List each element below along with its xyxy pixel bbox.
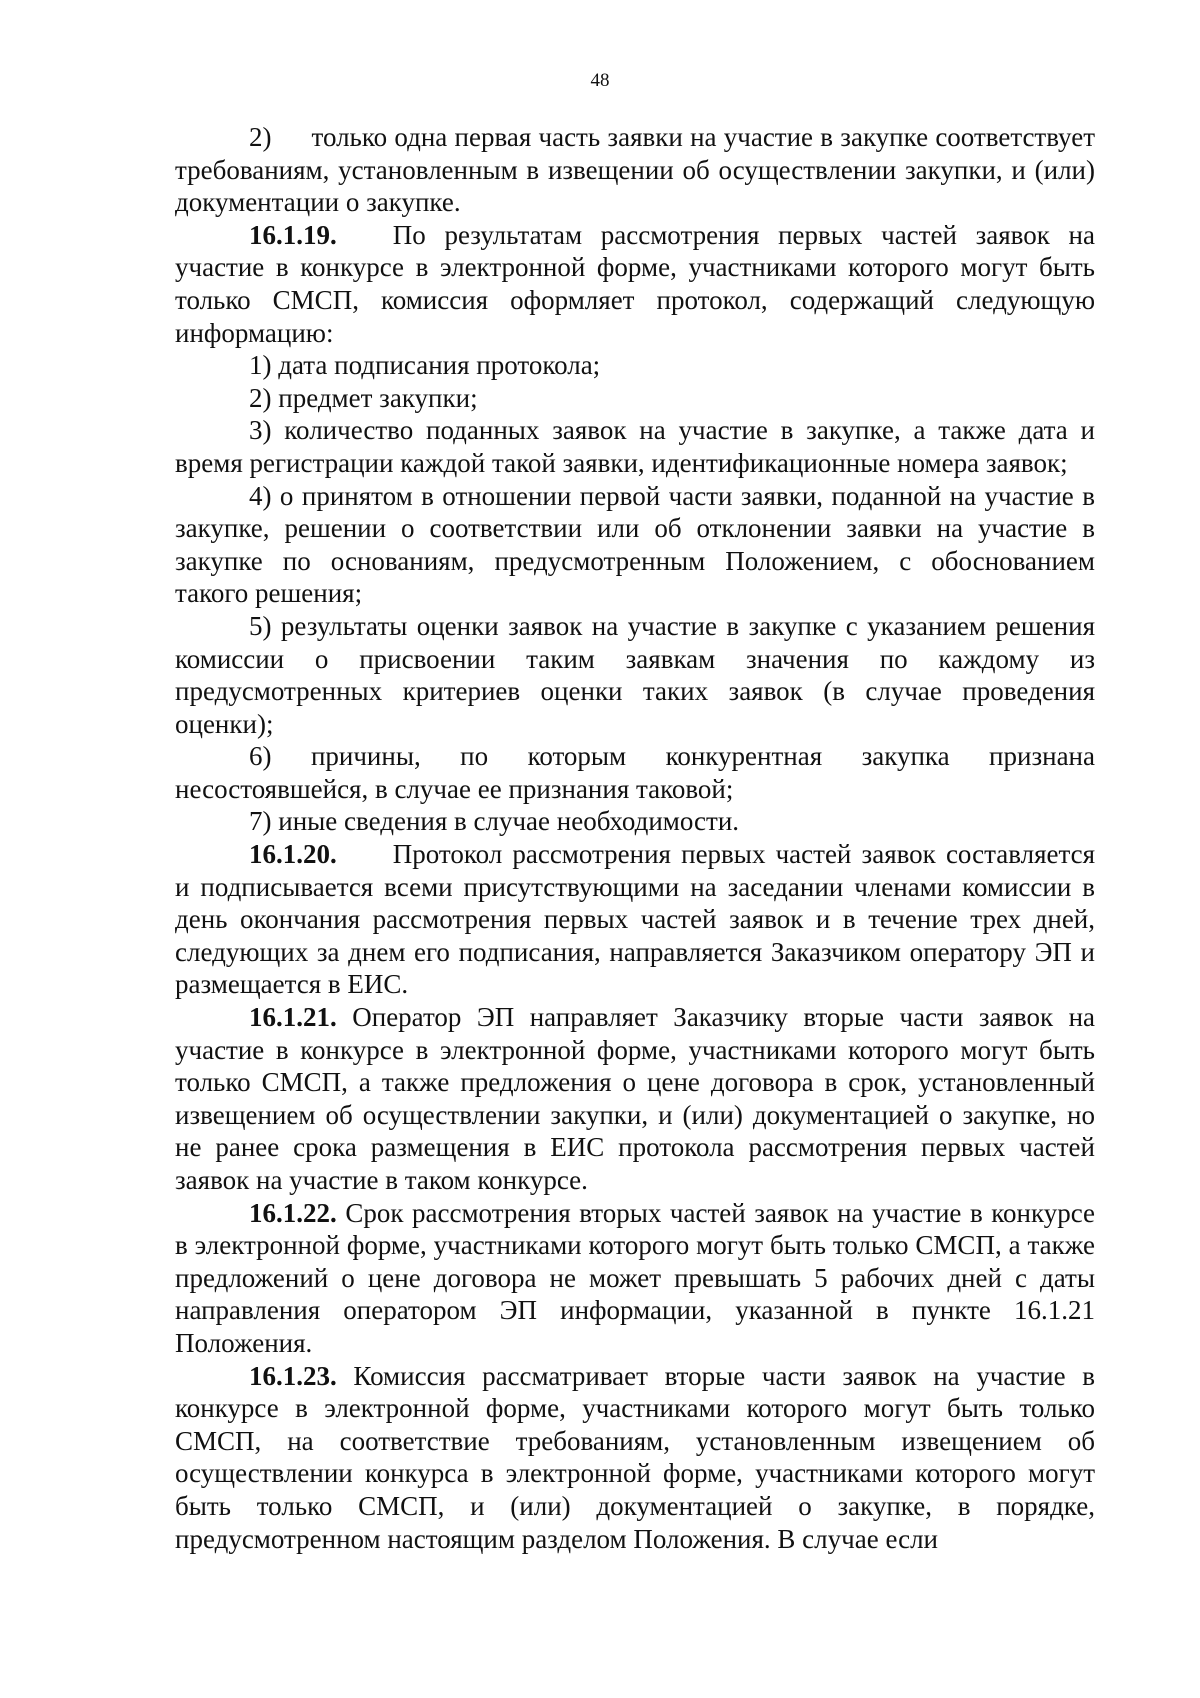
- clause-number: 16.1.19.: [249, 219, 337, 250]
- clause-16-1-19: [175, 219, 1095, 349]
- list-item-7: 7) иные сведения в случае необходимости.: [249, 806, 740, 837]
- list-item-1: 1) дата подписания протокола;: [249, 350, 601, 381]
- list-item-5: 5) результаты оценки заявок на участие в закупке с указанием решения комиссии о присвоении таким заявкам значения по каждому из предусмотренных критериев оценки таких заявок (в случае проведения оценки);: [175, 610, 1095, 739]
- list-item-6: 6) причины, по которым конкурентная закупка признана несостоявшейся, в случае ее признания таковой;: [175, 741, 1095, 804]
- clause-16-1-21: [175, 1001, 1095, 1197]
- list-item-4: 4) о принятом в отношении первой части заявки, поданной на участие в закупке, решении о соответствии или об отклонении заявки на участие в закупке по основаниям, предусмотренным Положением, с обоснованием такого решения;: [175, 480, 1095, 609]
- clause-number: 16.1.20.: [249, 839, 337, 870]
- document-body: [175, 121, 1095, 1555]
- paragraph-text: Срок рассмотрения вторых частей заявок на участие в конкурсе в электронной форме, участниками которого могут быть только СМСП, а также предложений о цене договора не может превышать 5 рабочих дней с даты направления оператором ЭП информации, указанной в пункте 16.1.21 Положения.: [175, 1197, 1096, 1358]
- paragraph-item-2: [175, 121, 1095, 219]
- paragraph-text: Комиссия рассматривает вторые части заявок на участие в конкурсе в электронной форме, участниками которого могут быть только СМСП, на соответствие требованиям, установленным извещением об осуществлении конкурса в электронной форме, участниками которого могут быть только СМСП, и (или) документацией о закупке, в порядке, предусмотренном настоящим разделом Положения. В случае если: [175, 1360, 1095, 1554]
- paragraph-text: Оператор ЭП направляет Заказчику вторые части заявок на участие в конкурсе в электронной форме, участниками которого могут быть только СМСП, а также предложения о цене договора в срок, установленный извещением об осуществлении закупки, и (или) документацией о закупке, но не ранее срока размещения в ЕИС протокола рассмотрения первых частей заявок на участие в таком конкурсе.: [175, 1002, 1095, 1195]
- clause-number: 16.1.21.: [249, 1002, 337, 1033]
- paragraph-text: По результатам рассмотрения первых частей заявок на участие в конкурсе в электронной форме, участниками которого могут быть только СМСП, комиссия оформляет протокол, содержащий следующую информацию:: [175, 219, 1095, 348]
- clause-16-1-23: [175, 1360, 1095, 1556]
- list-item-2: 2) предмет закупки;: [249, 382, 478, 413]
- page-number: 48: [590, 70, 610, 91]
- item-number: 2): [249, 122, 272, 152]
- paragraph-text: Протокол рассмотрения первых частей заявок составляется и подписывается всеми присутствующими на заседании членами комиссии в день окончания рассмотрения первых частей заявок и в течение трех дней, следующих за днем его подписания, направляется Заказчиком оператору ЭП и размещается в ЕИС.: [175, 839, 1095, 1000]
- clause-number: 16.1.23.: [249, 1360, 337, 1391]
- clause-16-1-20: [175, 838, 1095, 1001]
- list-item-3: 3) количество поданных заявок на участие в закупке, а также дата и время регистрации каждой такой заявки, идентификационные номера заявок;: [175, 415, 1095, 478]
- paragraph-text: только одна первая часть заявки на участие в закупке соответствует требованиям, установленным в извещении об осуществлении закупки, и (или) документации о закупке.: [175, 122, 1095, 218]
- clause-number: 16.1.22.: [249, 1197, 337, 1228]
- clause-16-1-22: [175, 1197, 1095, 1360]
